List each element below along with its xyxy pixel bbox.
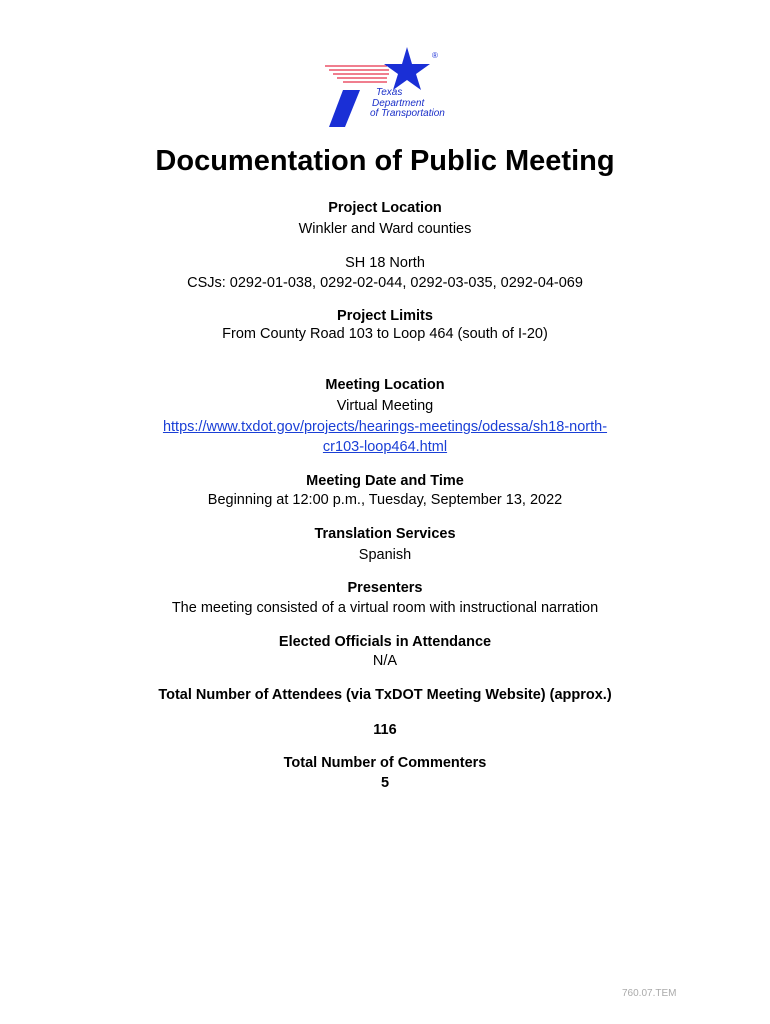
form-number: 760.07.TEM <box>622 988 677 999</box>
officials-value: N/A <box>372 653 398 669</box>
page-title: Documentation of Public Meeting <box>155 145 615 177</box>
meeting-location-value: Virtual Meeting <box>336 398 434 414</box>
meeting-link-line1[interactable]: https://www.txdot.gov/projects/hearings-meetings/odessa/sh18-north- <box>162 419 608 435</box>
logo-text: Texas Department of Transportation <box>370 87 445 119</box>
translation-value: Spanish <box>358 547 412 563</box>
project-limits-value: From County Road 103 to Loop 464 (south of I-20) <box>222 326 548 342</box>
attendees-value: 116 <box>373 722 397 738</box>
commenters-heading: Total Number of Commenters <box>283 755 487 771</box>
project-highway: SH 18 North <box>345 255 425 271</box>
registered-mark: ® <box>432 51 438 60</box>
meeting-link-line2[interactable]: cr103-loop464.html <box>322 439 448 455</box>
project-csjs: CSJs: 0292-01-038, 0292-02-044, 0292-03-035, 0292-04-069 <box>187 275 583 291</box>
meeting-date-heading: Meeting Date and Time <box>306 473 464 489</box>
project-limits-heading: Project Limits <box>337 308 433 324</box>
attendees-heading: Total Number of Attendees (via TxDOT Meeting Website) (approx.) <box>158 687 612 703</box>
meeting-location-heading: Meeting Location <box>325 377 445 393</box>
commenters-value: 5 <box>380 775 390 791</box>
project-location-heading: Project Location <box>328 200 442 216</box>
presenters-value: The meeting consisted of a virtual room with instructional narration <box>171 600 599 616</box>
presenters-heading: Presenters <box>347 580 423 596</box>
meeting-date-value: Beginning at 12:00 p.m., Tuesday, September 13, 2022 <box>207 492 563 508</box>
project-counties: Winkler and Ward counties <box>298 221 472 237</box>
officials-heading: Elected Officials in Attendance <box>278 634 492 650</box>
translation-heading: Translation Services <box>314 526 456 542</box>
